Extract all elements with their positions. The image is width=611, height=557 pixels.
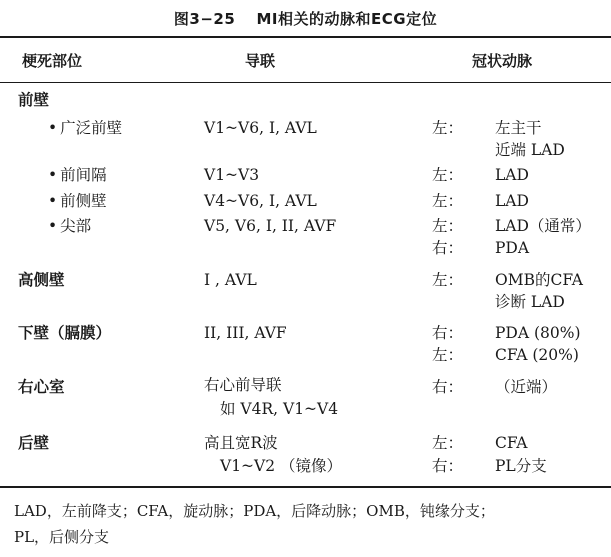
- footnote-line-2: PL，后侧分支: [14, 528, 110, 546]
- side-inferior-1: 右：: [432, 324, 464, 342]
- footnote: [14, 498, 604, 550]
- leads-high-lateral: I , AVL: [204, 271, 257, 289]
- site-high-lateral: 高侧壁: [18, 271, 65, 289]
- site-posterior: 后壁: [18, 434, 50, 452]
- leads-posterior-2: V1~V2 （镜像）: [220, 457, 343, 475]
- side-inferior-2: 左：: [432, 346, 464, 364]
- site-anterolateral: • 前侧壁: [48, 190, 107, 212]
- side-posterior-1: 左：: [432, 434, 464, 452]
- artery-apical-1: LAD（通常）: [495, 217, 591, 235]
- leads-right-ventricle-2: 如 V4R, V1~V4: [220, 400, 339, 418]
- top-rule: [0, 36, 611, 38]
- artery-inferior-1: PDA (80%): [495, 324, 581, 342]
- artery-extensive-anterior-1: 左主干: [495, 119, 542, 137]
- side-apical-2: 右：: [432, 239, 464, 257]
- side-anterolateral: 左：: [432, 192, 464, 210]
- site-right-ventricle: 右心室: [18, 378, 65, 396]
- artery-posterior-2: PL分支: [495, 457, 547, 475]
- leads-inferior: II, III, AVF: [204, 324, 287, 342]
- site-extensive-anterior: • 广泛前壁: [48, 117, 122, 139]
- site-septal: • 前间隔: [48, 164, 107, 186]
- side-high-lateral: 左：: [432, 271, 464, 289]
- header-rule: [0, 82, 611, 83]
- leads-extensive-anterior: V1~V6, I, AVL: [204, 119, 317, 137]
- site-anterior: 前壁: [18, 91, 50, 109]
- site-apical: • 尖部: [48, 215, 91, 237]
- leads-posterior-1: 高且宽R波: [204, 434, 278, 452]
- header-artery: 冠状动脉: [472, 52, 533, 70]
- artery-high-lateral-1: OMB的CFA: [495, 271, 583, 289]
- table-title: 图3−25 MI相关的动脉和ECG定位: [173, 10, 438, 28]
- bottom-rule: [0, 486, 611, 488]
- artery-right-ventricle: （近端）: [495, 378, 558, 396]
- artery-anterolateral: LAD: [495, 192, 529, 210]
- side-right-ventricle: 右：: [432, 378, 464, 396]
- artery-inferior-2: CFA (20%): [495, 346, 579, 364]
- side-extensive-anterior: 左：: [432, 119, 464, 137]
- leads-apical: V5, V6, I, II, AVF: [204, 217, 337, 235]
- leads-septal: V1~V3: [204, 166, 260, 184]
- header-leads: 导联: [245, 52, 276, 70]
- footnote-line-1: LAD，左前降支；CFA，旋动脉；PDA，后降动脉；OMB，钝缘分支；: [14, 502, 495, 520]
- site-inferior: 下壁（膈膜）: [18, 324, 112, 342]
- leads-anterolateral: V4~V6, I, AVL: [204, 192, 317, 210]
- side-posterior-2: 右：: [432, 457, 464, 475]
- leads-right-ventricle-1: 右心前导联: [204, 376, 282, 394]
- side-apical-1: 左：: [432, 217, 464, 235]
- header-site: 梗死部位: [22, 52, 83, 70]
- artery-high-lateral-2: 诊断 LAD: [495, 293, 565, 311]
- artery-extensive-anterior-2: 近端 LAD: [495, 141, 565, 159]
- artery-septal: LAD: [495, 166, 529, 184]
- side-septal: 左：: [432, 166, 464, 184]
- artery-apical-2: PDA: [495, 239, 530, 257]
- artery-posterior-1: CFA: [495, 434, 528, 452]
